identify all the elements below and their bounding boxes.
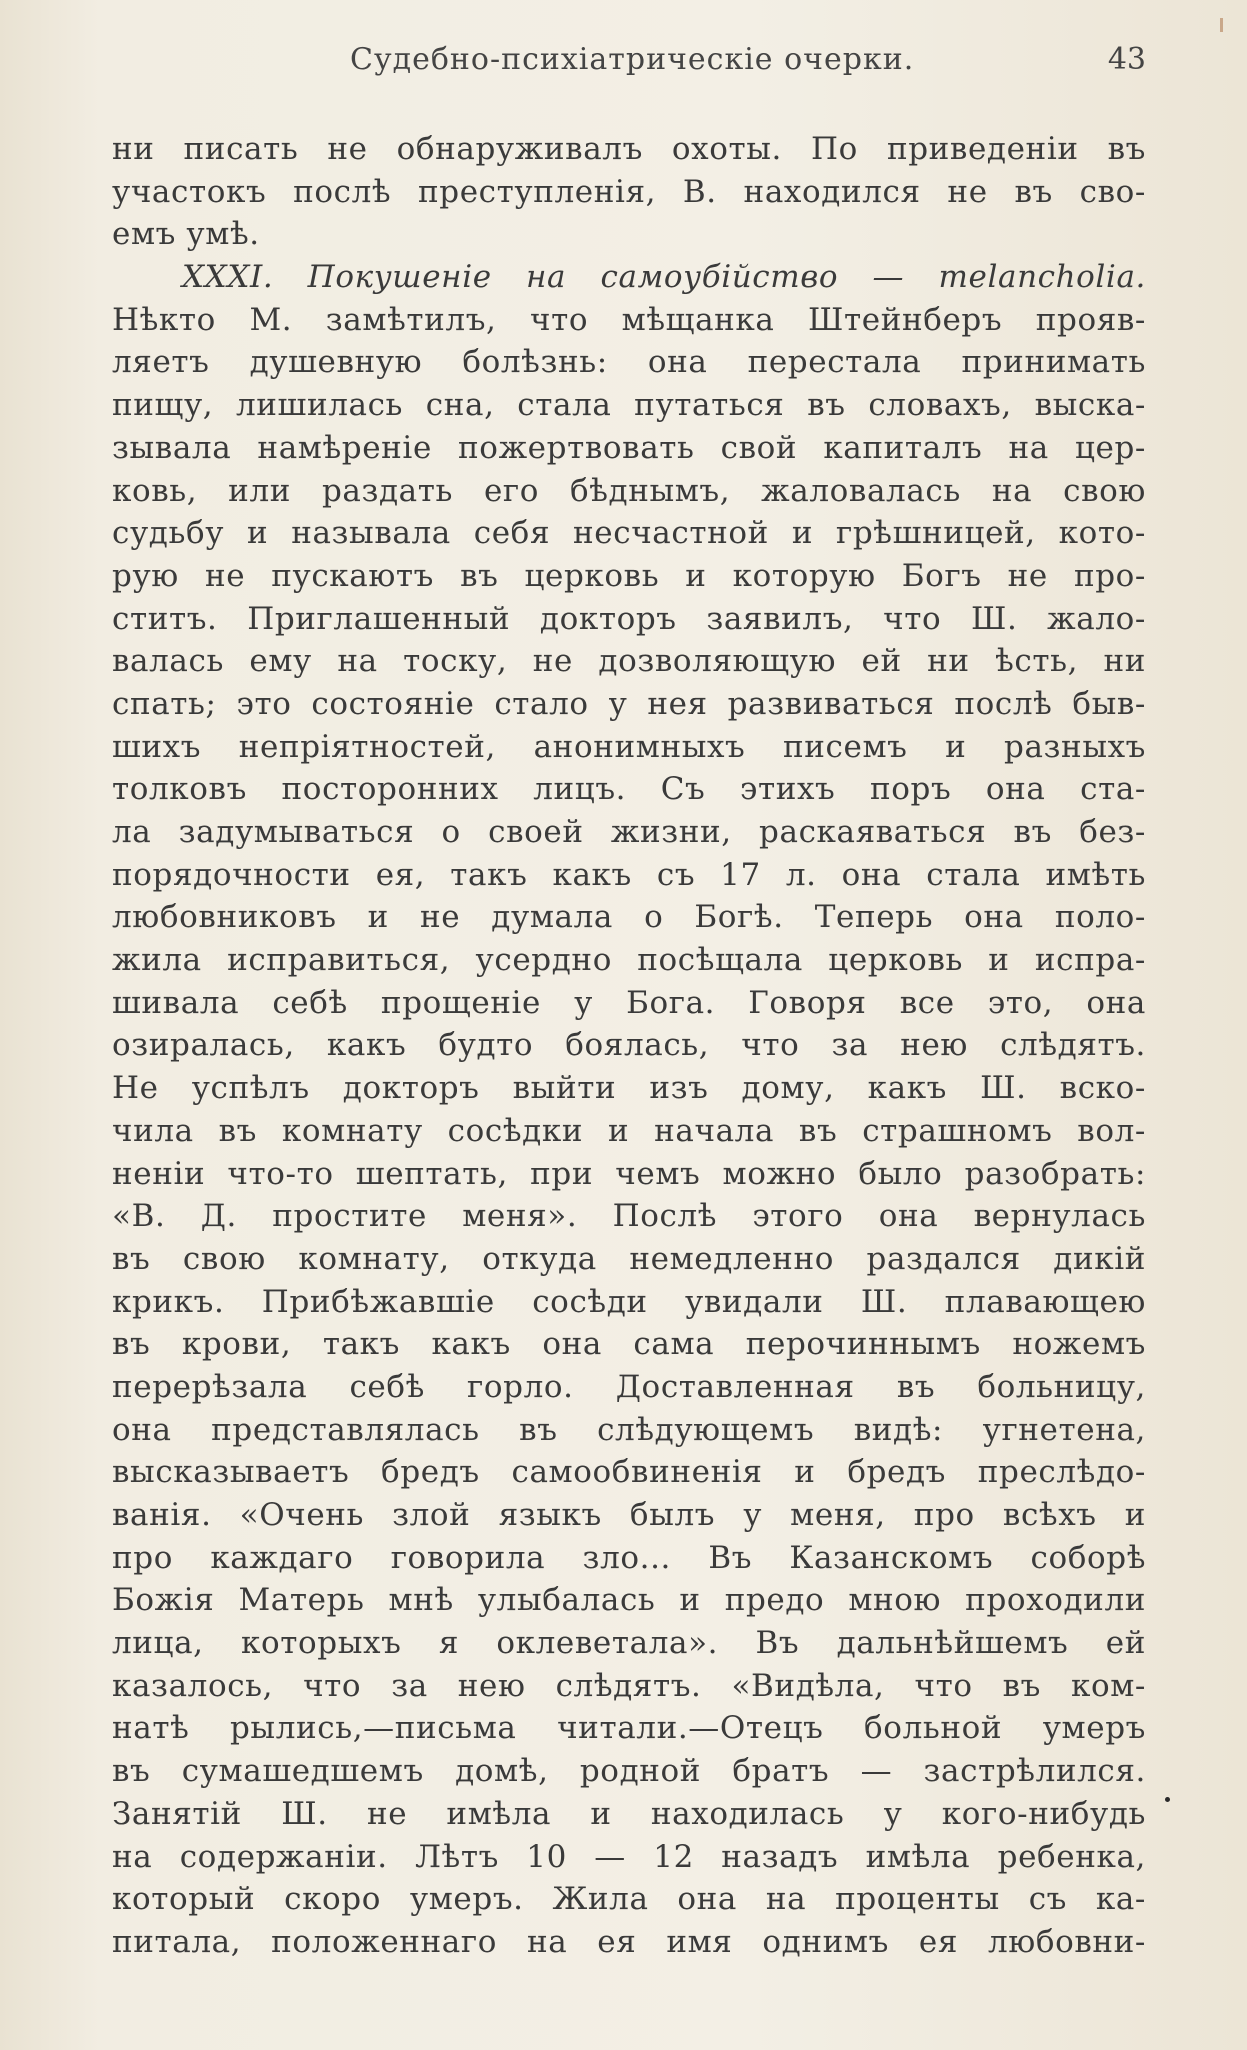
text-line: ститъ. Приглашенный докторъ заявилъ, что Ш. жало- xyxy=(112,600,1146,637)
page-header xyxy=(112,42,1146,92)
text-line: ковь, или раздать его бѣднымъ, жаловалась на свою xyxy=(112,472,1146,509)
running-title: Судебно-психіатрическіе очерки. xyxy=(350,42,915,77)
text-line: крикъ. Прибѣжавшіе сосѣди увидали Ш. плавающею xyxy=(112,1283,1146,1320)
page-corner-mark xyxy=(1220,18,1223,32)
text-line: который скоро умеръ. Жила она на проценты съ ка- xyxy=(112,1881,1146,1918)
text-line: жила исправиться, усердно посѣщала церковь и испра- xyxy=(112,942,1146,979)
text-line: казалось, что за нею слѣдятъ. «Видѣла, что въ ком- xyxy=(112,1667,1146,1704)
text-line: рую не пускаютъ въ церковь и которую Богъ не про- xyxy=(112,557,1146,594)
text-line: толковъ посторонних лицъ. Съ этихъ поръ она ста- xyxy=(112,771,1146,808)
text-line: валась ему на тоску, не дозволяющую ей ни ѣсть, ни xyxy=(112,643,1146,680)
text-line: натѣ рылись,—письма читали.—Отецъ больной умеръ xyxy=(112,1710,1146,1747)
page-number: 43 xyxy=(1107,42,1146,77)
body-text xyxy=(112,128,1146,1964)
text-line: порядочности ея, такъ какъ съ 17 л. она стала имѣть xyxy=(112,856,1146,893)
text-line: она представлялась въ слѣдующемъ видѣ: угнетена, xyxy=(112,1411,1146,1448)
text-line: спать; это состояніе стало у нея развиваться послѣ быв- xyxy=(112,685,1146,722)
text-line: ни писать не обнаруживалъ охоты. По приведеніи въ xyxy=(112,131,1146,167)
section-heading: XXXI. Покушеніе на самоубійство — melancholia. xyxy=(182,259,1146,296)
text-line: въ сумашедшемъ домѣ, родной братъ — застрѣлился. xyxy=(112,1753,1146,1790)
text-line: Не успѣлъ докторъ выйти изъ дому, какъ Ш. вско- xyxy=(112,1070,1146,1107)
text-line: перерѣзала себѣ горло. Доставленная въ больницу, xyxy=(112,1368,1146,1405)
text-line: зывала намѣреніе пожертвовать свой капиталъ на цер- xyxy=(112,429,1146,466)
text-line: озиралась, какъ будто боялась, что за нею слѣдятъ. xyxy=(112,1027,1146,1064)
text-line: судьбу и называла себя несчастной и грѣшницей, кото- xyxy=(112,515,1146,552)
text-line: «В. Д. простите меня». Послѣ этого она вернулась xyxy=(112,1198,1146,1235)
text-line: участокъ послѣ преступленія, В. находился не въ сво- xyxy=(112,173,1146,210)
text-line: на содержаніи. Лѣтъ 10 — 12 назадъ имѣла ребенка, xyxy=(112,1838,1146,1875)
text-line: любовниковъ и не думала о Богѣ. Теперь она поло- xyxy=(112,899,1146,936)
text-line: питала, положеннаго на ея имя однимъ ея любовни- xyxy=(112,1923,1146,1960)
text-line: ла задумываться о своей жизни, раскаяваться въ без- xyxy=(112,814,1146,850)
text-line: шихъ непріятностей, анонимныхъ писемъ и разныхъ xyxy=(112,728,1146,765)
text-line: пищу, лишилась сна, стала путаться въ словахъ, выска- xyxy=(112,387,1146,424)
text-line: про каждаго говорила зло... Въ Казанскомъ соборѣ xyxy=(112,1539,1146,1576)
margin-dot xyxy=(1165,1797,1170,1802)
text-line: ляетъ душевную болѣзнь: она перестала принимать xyxy=(112,344,1146,381)
text-line: шивала себѣ прощеніе у Бога. Говоря все это, она xyxy=(112,984,1146,1021)
text-line: чила въ комнату сосѣдки и начала въ страшномъ вол- xyxy=(112,1112,1146,1149)
text-line: Божія Матерь мнѣ улыбалась и предо мною проходили xyxy=(112,1582,1146,1619)
text-line: въ свою комнату, откуда немедленно раздался дикій xyxy=(112,1240,1146,1277)
text-line: Занятій Ш. не имѣла и находилась у кого-нибудь xyxy=(112,1795,1146,1832)
text-line: высказываетъ бредъ самообвиненія и бредъ преслѣдо- xyxy=(112,1454,1146,1491)
text-line: въ крови, такъ какъ она сама перочиннымъ ножемъ xyxy=(112,1326,1146,1363)
text-line: лица, которыхъ я оклеветала». Въ дальнѣйшемъ ей xyxy=(112,1625,1146,1662)
text-line: Нѣкто М. замѣтилъ, что мѣщанка Штейнберъ прояв- xyxy=(112,301,1146,338)
text-line: неніи что-то шептать, при чемъ можно было разобрать: xyxy=(112,1155,1146,1192)
text-line: ванія. «Очень злой языкъ былъ у меня, про всѣхъ и xyxy=(112,1497,1146,1533)
text-line: емъ умѣ. xyxy=(112,216,260,253)
